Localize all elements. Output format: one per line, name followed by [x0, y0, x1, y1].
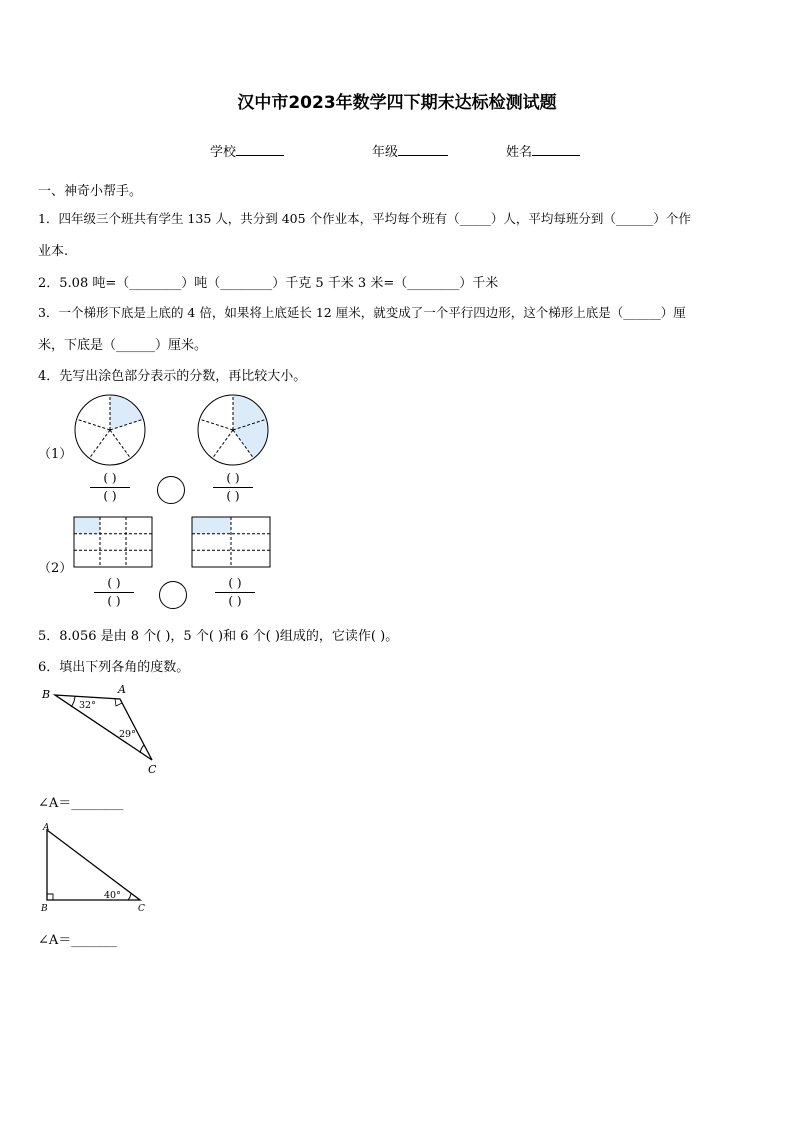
fraction-answer[interactable]: ( ) ( ) — [88, 471, 132, 504]
section-heading: 一、神奇小帮手。 — [38, 184, 143, 199]
vertex-label-b: B — [42, 688, 51, 701]
compare-circle[interactable] — [157, 476, 185, 504]
question-2: 2．5.08 吨=（________）吨（________）千克 5 千米 3 米=（________）千米 — [38, 276, 499, 291]
vertex-label-b: B — [41, 904, 48, 914]
school-field[interactable] — [210, 141, 284, 160]
q4-part1-label: （1） — [38, 447, 73, 462]
school-label: 学校 — [210, 145, 237, 160]
grade-field[interactable] — [372, 141, 448, 160]
fraction-answer[interactable]: ( ) ( ) — [211, 471, 255, 504]
name-field[interactable] — [506, 141, 580, 160]
circle-fraction-2 — [197, 394, 269, 466]
grade-label: 年级 — [372, 145, 399, 160]
circle-fraction-1 — [74, 394, 146, 466]
answer-angle-a-1[interactable]: ∠A＝________ — [38, 796, 124, 811]
compare-circle[interactable] — [159, 581, 187, 609]
answer-angle-a-2[interactable]: ∠A＝_______ — [38, 933, 117, 948]
question-1-line1: 1．四年级三个班共有学生 135 人，共分到 405 个作业本，平均每个班有（_____）人，平均每班分到（______）个作 — [38, 211, 691, 226]
triangle-2 — [38, 822, 153, 914]
vertex-label-a: A — [43, 823, 50, 833]
rect-fraction-2 — [192, 517, 270, 567]
question-3-line2: 米，下底是（______）厘米。 — [38, 338, 208, 353]
name-label: 姓名 — [506, 145, 533, 160]
vertex-label-a: A — [118, 683, 126, 696]
question-3-line1: 3．一个梯形下底是上底的 4 倍，如果将上底延长 12 厘米，就变成了一个平行四边形，这个梯形上底是（______）厘 — [38, 305, 686, 320]
fraction-answer[interactable]: ( ) ( ) — [213, 576, 257, 609]
question-6: 6．填出下列各角的度数。 — [38, 660, 190, 675]
question-5: 5．8.056 是由 8 个( )，5 个( )和 6 个( )组成的，它读作( )。 — [38, 629, 399, 644]
page-title: 汉中市2023年数学四下期末达标检测试题 — [237, 93, 557, 113]
rect-fraction-1 — [74, 517, 152, 567]
fraction-answer[interactable]: ( ) ( ) — [92, 576, 136, 609]
vertex-label-c: C — [138, 904, 145, 914]
angle-label-b: 32° — [79, 700, 96, 711]
q4-part2-label: （2） — [38, 561, 73, 576]
angle-label-c: 29° — [119, 729, 136, 740]
vertex-label-c: C — [148, 763, 157, 776]
question-1-line2: 业本. — [38, 244, 69, 259]
angle-label-c: 40° — [104, 890, 121, 901]
question-4: 4．先写出涂色部分表示的分数，再比较大小。 — [38, 369, 307, 384]
triangle-1 — [40, 683, 165, 778]
